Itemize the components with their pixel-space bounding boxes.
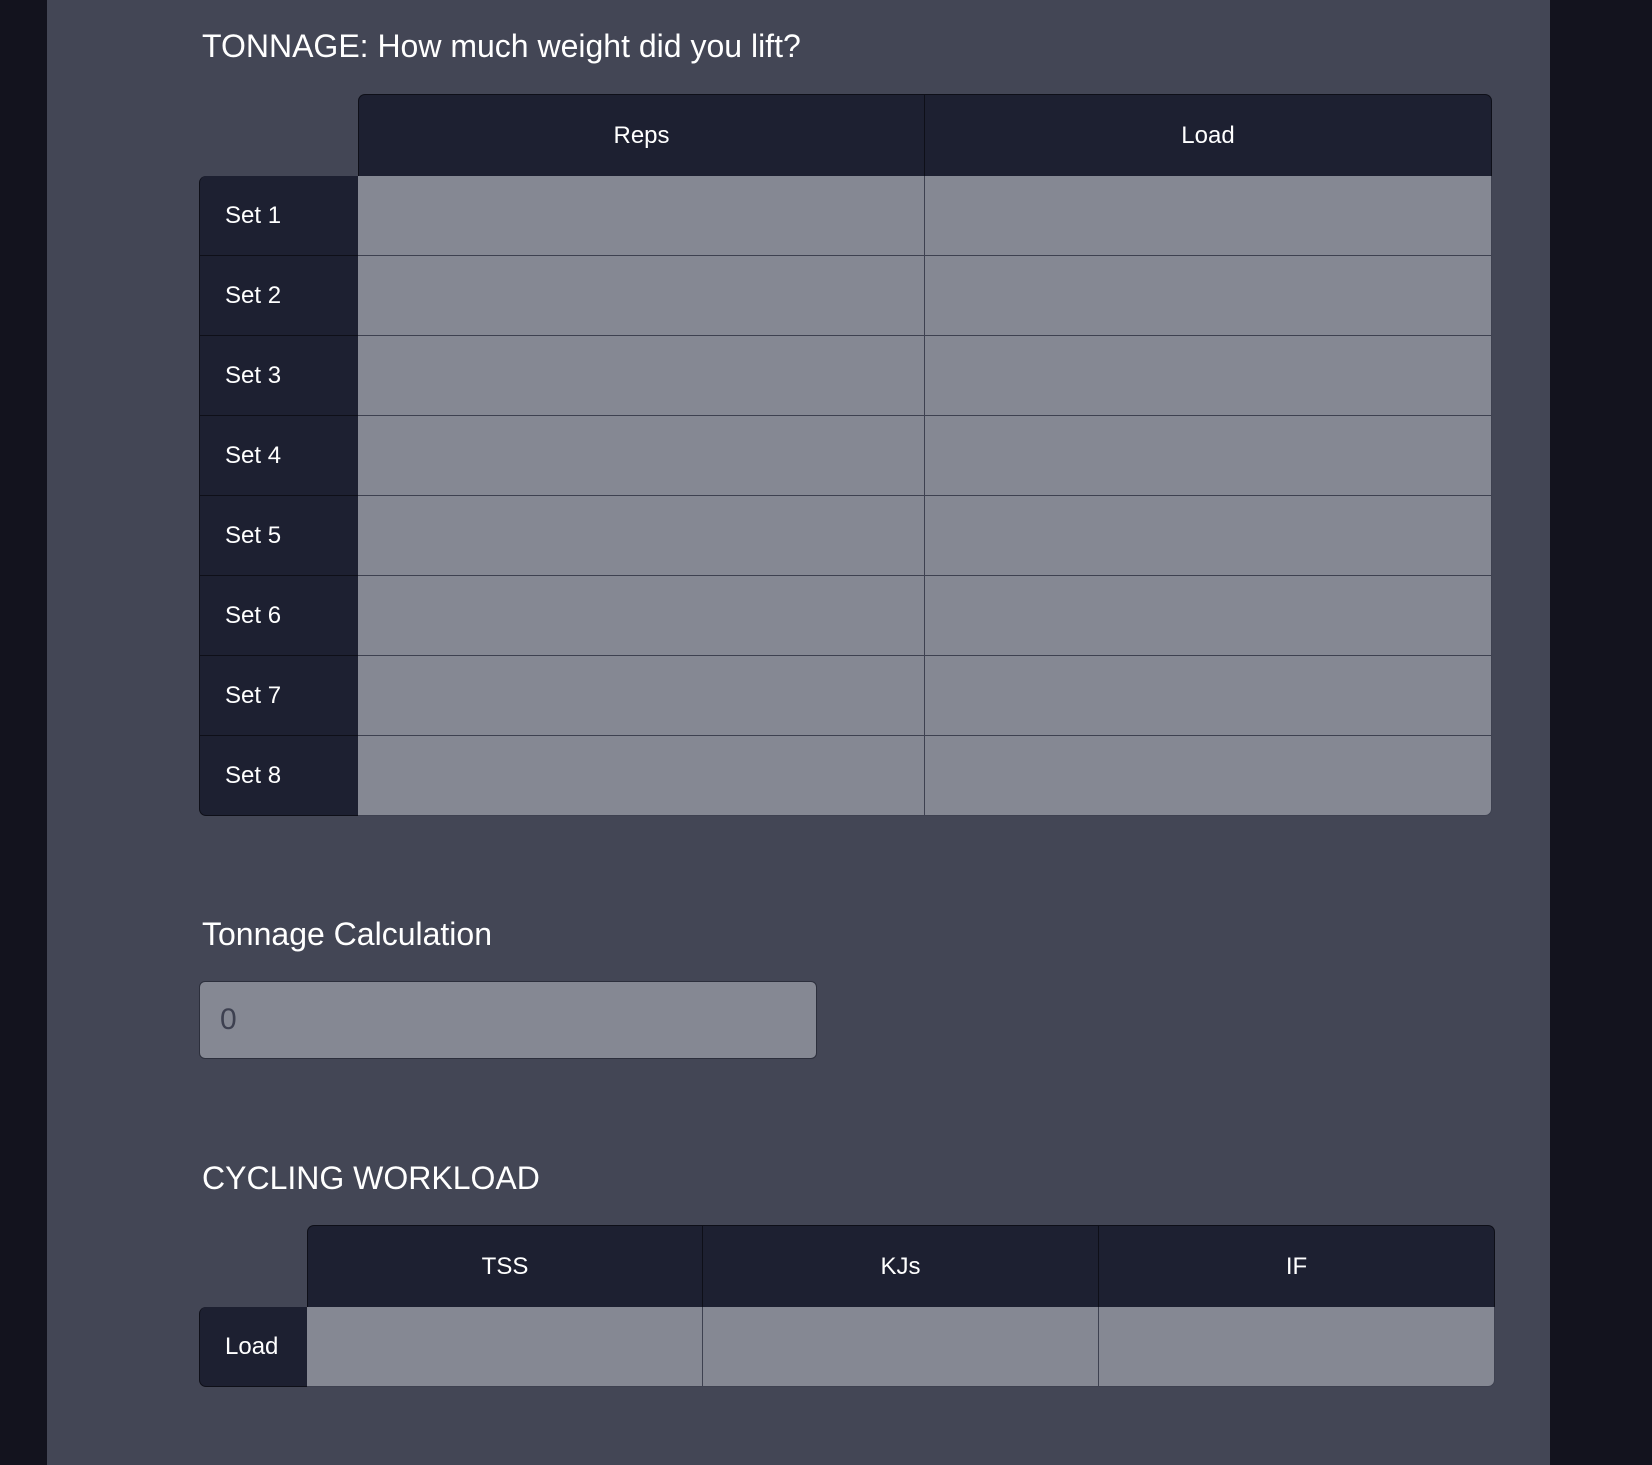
table-row — [199, 736, 1492, 816]
set-2-reps-cell[interactable] — [358, 256, 925, 336]
set-1-reps-input[interactable] — [358, 176, 924, 255]
row-header-load: Load — [199, 1307, 307, 1387]
set-7-load-input[interactable] — [925, 656, 1491, 735]
table-row — [199, 656, 1492, 736]
load-kjs-input[interactable] — [703, 1307, 1098, 1386]
set-3-load-cell[interactable] — [925, 336, 1492, 416]
row-header-set-1: Set 1 — [199, 176, 358, 256]
row-header-set-5: Set 5 — [199, 496, 358, 576]
table-row — [199, 576, 1492, 656]
column-header-if: IF — [1099, 1225, 1495, 1307]
table-row — [199, 176, 1492, 256]
load-tss-input[interactable] — [307, 1307, 702, 1386]
set-4-load-cell[interactable] — [925, 416, 1492, 496]
table-corner — [199, 94, 358, 176]
form-panel — [47, 0, 1550, 1465]
tonnage-table — [199, 94, 1492, 816]
set-2-reps-input[interactable] — [358, 256, 924, 335]
set-5-reps-cell[interactable] — [358, 496, 925, 576]
set-5-load-cell[interactable] — [925, 496, 1492, 576]
set-4-load-input[interactable] — [925, 416, 1491, 495]
table-row — [199, 336, 1492, 416]
set-7-load-cell[interactable] — [925, 656, 1492, 736]
set-4-reps-input[interactable] — [358, 416, 924, 495]
column-header-kjs: KJs — [703, 1225, 1099, 1307]
table-row — [199, 1307, 1495, 1387]
set-6-reps-cell[interactable] — [358, 576, 925, 656]
set-7-reps-cell[interactable] — [358, 656, 925, 736]
tonnage-calculation-field[interactable] — [199, 981, 817, 1059]
set-8-reps-input[interactable] — [358, 736, 924, 815]
set-2-load-cell[interactable] — [925, 256, 1492, 336]
row-header-set-7: Set 7 — [199, 656, 358, 736]
table-row — [199, 256, 1492, 336]
set-5-reps-input[interactable] — [358, 496, 924, 575]
row-header-set-4: Set 4 — [199, 416, 358, 496]
row-header-set-2: Set 2 — [199, 256, 358, 336]
set-1-load-cell[interactable] — [925, 176, 1492, 256]
set-8-load-cell[interactable] — [925, 736, 1492, 816]
set-6-load-cell[interactable] — [925, 576, 1492, 656]
load-kjs-cell[interactable] — [703, 1307, 1099, 1387]
table-row — [199, 416, 1492, 496]
set-7-reps-input[interactable] — [358, 656, 924, 735]
cycling-workload-heading: CYCLING WORKLOAD — [202, 1160, 540, 1196]
set-1-load-input[interactable] — [925, 176, 1491, 255]
row-header-set-8: Set 8 — [199, 736, 358, 816]
set-3-reps-cell[interactable] — [358, 336, 925, 416]
set-8-load-input[interactable] — [925, 736, 1491, 815]
column-header-load: Load — [925, 94, 1492, 176]
column-header-reps: Reps — [358, 94, 925, 176]
tonnage-heading: TONNAGE: How much weight did you lift? — [202, 28, 801, 64]
row-header-set-6: Set 6 — [199, 576, 358, 656]
table-corner — [199, 1225, 307, 1307]
set-6-reps-input[interactable] — [358, 576, 924, 655]
column-header-tss: TSS — [307, 1225, 703, 1307]
set-3-reps-input[interactable] — [358, 336, 924, 415]
set-4-reps-cell[interactable] — [358, 416, 925, 496]
set-5-load-input[interactable] — [925, 496, 1491, 575]
load-if-input[interactable] — [1099, 1307, 1494, 1386]
row-header-set-3: Set 3 — [199, 336, 358, 416]
set-3-load-input[interactable] — [925, 336, 1491, 415]
set-1-reps-cell[interactable] — [358, 176, 925, 256]
load-tss-cell[interactable] — [307, 1307, 703, 1387]
load-if-cell[interactable] — [1099, 1307, 1495, 1387]
set-2-load-input[interactable] — [925, 256, 1491, 335]
tonnage-calculation-heading: Tonnage Calculation — [202, 916, 492, 952]
set-6-load-input[interactable] — [925, 576, 1491, 655]
table-row — [199, 496, 1492, 576]
set-8-reps-cell[interactable] — [358, 736, 925, 816]
cycling-workload-table — [199, 1225, 1495, 1387]
